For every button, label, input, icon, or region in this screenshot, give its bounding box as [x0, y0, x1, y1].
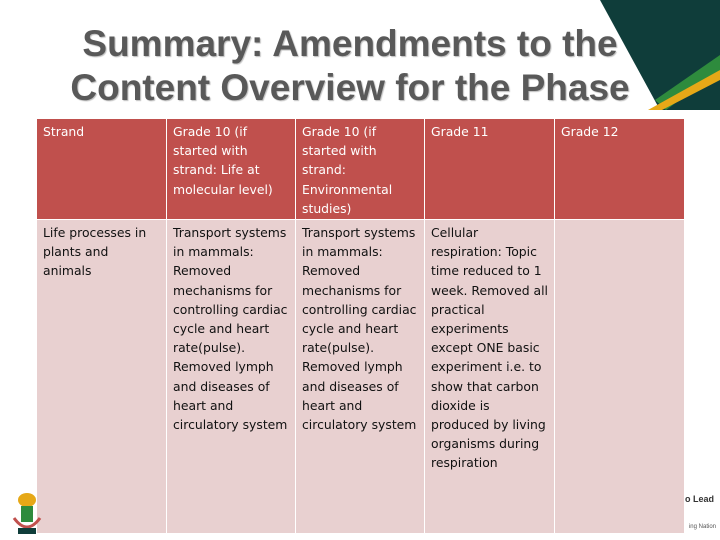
- cell-grade11: Cellular respiration: Topic time reduced to 1 week. Removed all practical experiments except ONE basic experiment i.e. to show that carbon dioxide is produced by living organisms during respiration: [425, 220, 555, 534]
- header-strand: Strand: [37, 119, 167, 220]
- header-grade10-molecular: Grade 10 (if started with strand: Life at molecular level): [167, 119, 296, 220]
- cell-grade10-environmental: Transport systems in mammals: Removed mechanisms for controlling cardiac cycle and heart rate(pulse). Removed lymph and diseases of heart and circulatory system: [296, 220, 425, 534]
- cell-grade12: [555, 220, 685, 534]
- slogan-logo: [674, 486, 720, 540]
- content-overview-table: [36, 118, 685, 534]
- table-row: [37, 220, 685, 534]
- title-line-1: Summary: Amendments to the: [82, 23, 618, 64]
- slide-title: [0, 22, 700, 110]
- header-grade10-environmental: Grade 10 (if started with strand: Environmental studies): [296, 119, 425, 220]
- slogan-text-1: o Lead: [684, 494, 714, 504]
- slogan-text-2: ing Nation: [688, 524, 716, 530]
- title-line-2: Content Overview for the Phase: [70, 67, 630, 108]
- header-grade12: Grade 12: [555, 119, 685, 220]
- table-header-row: [37, 119, 685, 220]
- cell-grade10-molecular: Transport systems in mammals: Removed mechanisms for controlling cardiac cycle and heart rate(pulse). Removed lymph and diseases of heart and circulatory system: [167, 220, 296, 534]
- cell-strand: Life processes in plants and animals: [37, 220, 167, 534]
- coat-of-arms-logo: [8, 488, 46, 538]
- header-grade11: Grade 11: [425, 119, 555, 220]
